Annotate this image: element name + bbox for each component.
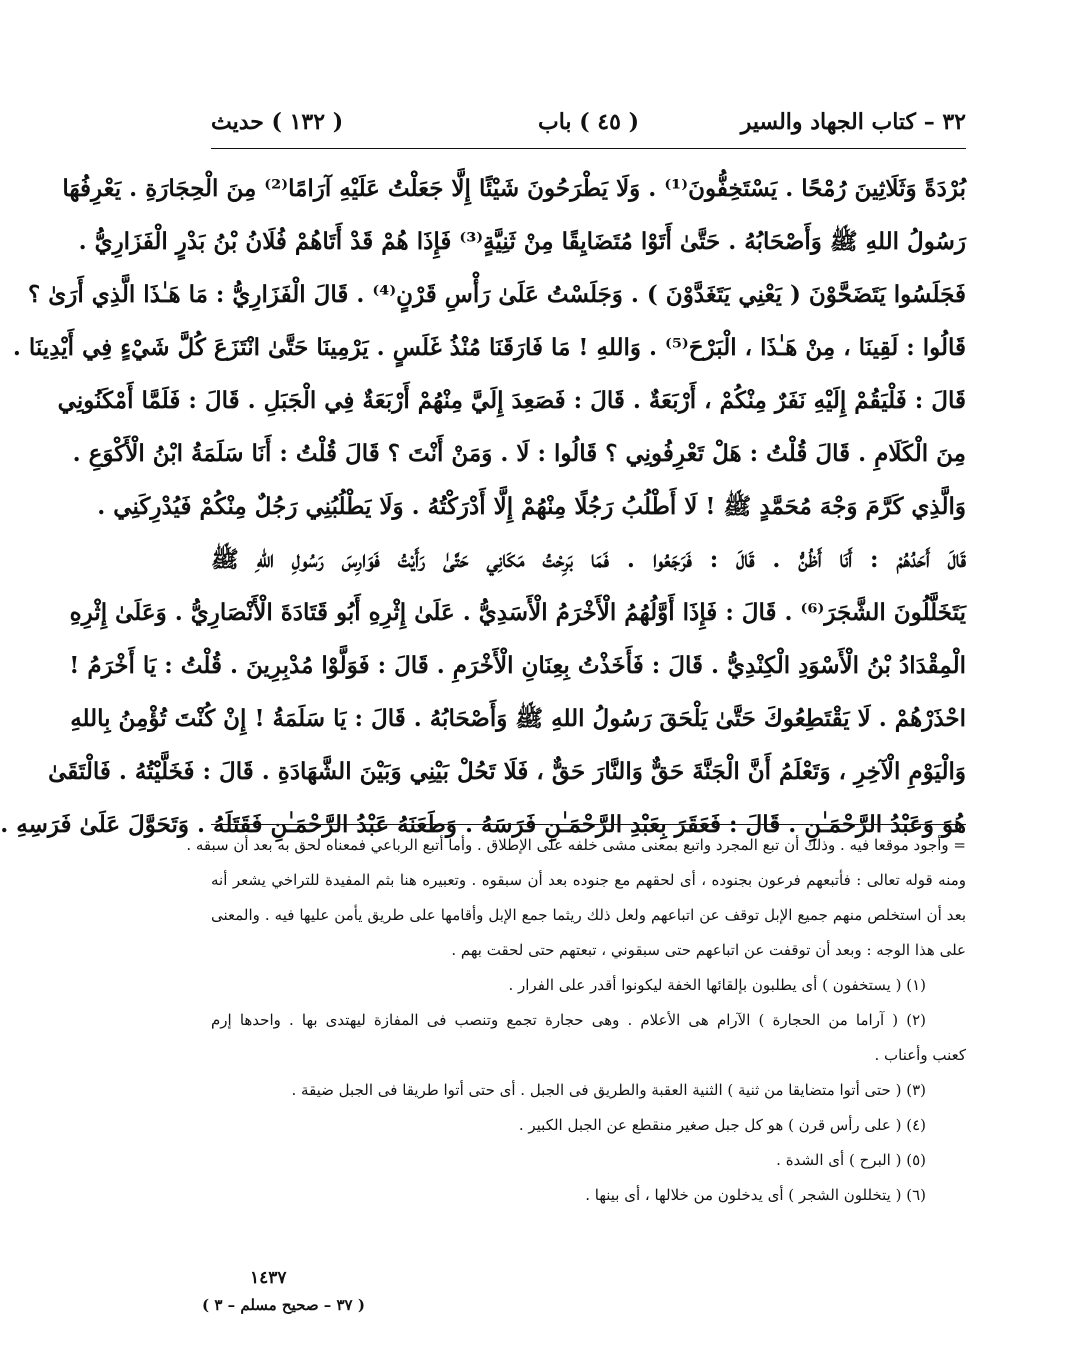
hadith-text <box>0 162 966 851</box>
footnote-rule <box>211 824 966 825</box>
text-line: قَالَ أَحَدُهُمْ : أَنَا أَظُنُّ . قَالَ : فَرَجَعُوا . فَمَا بَرِحْتُ مَكَانِي حَتَّىٰ رَأَيْتُ فَوَارِسَ رَسُولِ اللهِ ﷺ <box>211 546 966 573</box>
text-line: فَجَلَسُوا يَتَضَحَّوْنَ ( يَعْنِي يَتَغَدَّوْنَ ) . وَجَلَسْتُ عَلَىٰ رَأْسِ قَرْنٍ⁽⁴⁾ . قَالَ الْفَزَارِيُّ : مَا هَـٰذَا الَّذِي أَرَىٰ ؟ <box>28 281 966 308</box>
footnote-line: (١) ( يستخفون ) أى يطلبون بإلقائها الخفة ليكونوا أقدر على الفرار . <box>508 976 926 994</box>
text-line: احْذَرْهُمْ . لَا يَقْتَطِعُوكَ حَتَّىٰ يَلْحَقَ رَسُولُ اللهِ ﷺ وَأَصْحَابُهُ . قَالَ : يَا سَلَمَةُ ! إِنْ كُنْتَ تُؤْمِنُ بِاللهِ <box>70 705 966 732</box>
section-number: ( ٤٥ ) باب <box>538 109 639 135</box>
text-line: وَالْيَوْمِ الْآخِرِ ، وَتَعْلَمُ أَنَّ الْجَنَّةَ حَقٌّ وَالنَّارَ حَقٌّ ، فَلَا تَحُلْ بَيْنِي وَبَيْنَ الشَّهَادَةِ . قَالَ : فَخَلَّيْتُهُ . فَالْتَقَىٰ <box>48 758 966 785</box>
header-rule <box>211 148 966 149</box>
printer-signature: ( ٣٧ – صحيح مسلم – ٣ ) <box>202 1296 365 1314</box>
footnote-line: (٤) ( على رأس قرن ) هو كل جبل صغير منقطع عن الجبل الكبير . <box>518 1116 926 1134</box>
chapter-title: ٣٢ – كتاب الجهاد والسير <box>740 109 966 135</box>
footnote-line: (٢) ( آراما من الحجارة ) الآرام هى الأعلام . وهى حجارة تجمع وتنصب فى المفازة ليهتدى بها . واحدها إرم <box>211 1011 926 1029</box>
text-line: مِنَ الْكَلَامِ . قَالَ قُلْتُ : هَلْ تَعْرِفُونِي ؟ قَالُوا : لَا . وَمَنْ أَنْتَ ؟ قَالَ قُلْتُ : أَنَا سَلَمَةُ ابْنُ الْأَكْوَعِ . <box>72 440 966 467</box>
footnotes <box>186 828 966 1213</box>
footnote-line: (٣) ( حتى أتوا متضايقا من ثنية ) الثنية العقبة والطريق فى الجبل . أى حتى أتوا طريقا فى الجبل ضيقة . <box>291 1081 926 1099</box>
text-line: قَالُوا : لَقِينَا ، مِنْ هَـٰذَا ، الْبَرْحَ⁽⁵⁾ . وَاللهِ ! مَا فَارَقَنَا مُنْذُ غَلَسٍ . يَرْمِينَا حَتَّىٰ انْتَزَعَ كُلَّ شَيْءٍ فِي أَيْدِينَا . <box>12 334 966 361</box>
text-line: يَتَخَلَّلُونَ الشَّجَرَ⁽⁶⁾ . قَالَ : فَإِذَا أَوَّلُهُمُ الْأَخْرَمُ الْأَسَدِيُّ . عَلَىٰ إِثْرِهِ أَبُو قَتَادَةَ الْأَنْصَارِيُّ . وَعَلَىٰ إِثْرِهِ <box>69 599 966 626</box>
text-line: رَسُولُ اللهِ ﷺ وَأَصْحَابُهُ . حَتَّىٰ أَتَوْا مُتَضَايِقًا مِنْ ثَنِيَّةٍ⁽³⁾ فَإِذَا هُمْ قَدْ أَتَاهُمْ فُلَانُ بْنُ بَدْرٍ الْفَزَارِيُّ . <box>78 228 966 255</box>
footnote-line: (٦) ( يتخللون الشجر ) أى يدخلون من خلالها ، أى بينها . <box>585 1186 926 1204</box>
footnote-line: (٥) ( البرح ) أى الشدة . <box>776 1151 926 1169</box>
page-number: ١٤٣٧ <box>250 1268 287 1288</box>
text-line: وَالَّذِي كَرَّمَ وَجْهَ مُحَمَّدٍ ﷺ ! لَا أَطْلُبُ رَجُلًا مِنْهُمْ إِلَّا أَدْرَكْتُهُ . وَلَا يَطْلُبُنِي رَجُلٌ مِنْكُمْ فَيُدْرِكَنِي . <box>97 493 966 520</box>
footnote-line: كعنب وأعناب . <box>874 1046 966 1064</box>
running-header <box>211 100 966 144</box>
text-line: قَالَ : فَلْيَقُمْ إِلَيْهِ نَفَرٌ مِنْكُمْ ، أَرْبَعَةٌ . قَالَ : فَصَعِدَ إِلَيَّ مِنْهُمْ أَرْبَعَةٌ فِي الْجَبَلِ . قَالَ : فَلَمَّا أَمْكَنُونِي <box>57 387 966 414</box>
footnote-line: = وأجود موقعا فيه . وذلك أن تبع المجرد واتبع بمعنى مشى خلفه على الإطلاق . وأما أتبع الرباعي فمعناه لحق به بعد أن سبقه . <box>186 836 966 854</box>
text-line: بُرْدَةً وَثَلَاثِينَ رُمْحًا . يَسْتَخِفُّونَ⁽¹⁾ . وَلَا يَطْرَحُونَ شَيْئًا إِلَّا جَعَلْتُ عَلَيْهِ آرَامًا⁽²⁾ مِنَ الْحِجَارَةِ . يَعْرِفُهَا <box>62 175 966 202</box>
footnote-line: بعد أن استخلص منهم جميع الإبل توقف عن اتباعهم ولعل ذلك ريثما جمع الإبل وأقامها على طريق يأمن عليها فيه . والمعنى <box>211 906 966 924</box>
footnote-line: على هذا الوجه : وبعد أن توقفت عن اتباعهم حتى سبقوني ، تبعتهم حتى لحقت بهم . <box>451 941 966 959</box>
footnote-line: ومنه قوله تعالى : فأتبعهم فرعون بجنوده ، أى لحقهم مع جنوده بعد أن سبقوه . وتعبيره هنا بثم المفيدة للتراخي يشعر أنه <box>211 871 966 889</box>
text-line: هُوَ وَعَبْدُ الرَّحْمَـٰنِ . قَالَ : فَعَقَرَ بِعَبْدِ الرَّحْمَـٰنِ فَرَسَهُ . وَطَعَنَهُ عَبْدُ الرَّحْمَـٰنِ فَقَتَلَهُ . وَتَحَوَّلَ عَلَىٰ فَرَسِهِ . <box>0 811 966 838</box>
hadith-number: ( ١٣٢ ) حديث <box>211 109 344 135</box>
text-line: الْمِقْدَادُ بْنُ الْأَسْوَدِ الْكِنْدِيُّ . قَالَ : فَأَخَذْتُ بِعِنَانِ الْأَخْرَمِ . قَالَ : فَوَلَّوْا مُدْبِرِينَ . قُلْتُ : يَا أَخْرَمُ ! <box>69 652 966 679</box>
